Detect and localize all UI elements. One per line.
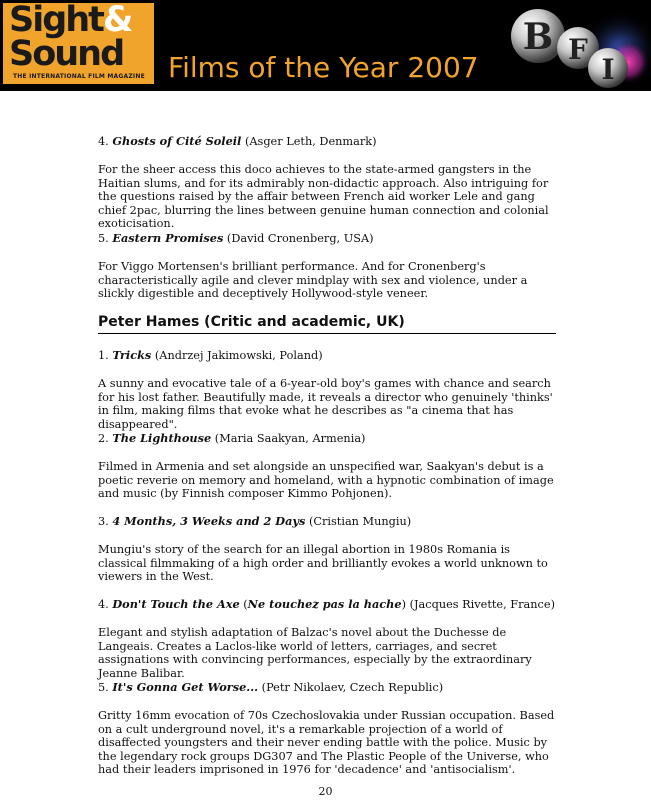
film-title: Eastern Promises: [112, 231, 224, 245]
film-review: Gritty 16mm evocation of 70s Czechoslovakia under Russian occupation. Based on a cult underground novel, it's a remarkable projection of a world of disaffected youngsters and their never ending battle with the police. Music by the legendary rock groups DG307 and The Plastic People of the Universe, who had their leaders imprisoned in 1976 for 'decadence' and 'antisocialism'.: [98, 709, 555, 776]
film-entry-header: 4. Ghosts of Cité Soleil (Asger Leth, Denmark): [98, 134, 377, 148]
film-entry-header: 3. 4 Months, 3 Weeks and 2 Days (Cristian Mungiu): [98, 514, 412, 528]
film-title: Ghosts of Cité Soleil: [112, 134, 242, 148]
film-review: For the sheer access this doco achieves to the state-armed gangsters in the Haitian slums, and for its admirably non-didactic approach. Also intriguing for the questions raised by the affair between French aid worker Lele and gang chief 2pac, blurring the lines between genuine human connection and colonial exoticisation.: [98, 163, 549, 230]
bfi-logo: [500, 0, 651, 91]
film-review: For Viggo Mortensen's brilliant performance. And for Cronenberg's characteristically agile and clever mindplay with sex and violence, under a slickly digestible and deceptively Hollywood-style veneer.: [98, 260, 528, 300]
critic-heading: Peter Hames (Critic and academic, UK): [98, 313, 556, 334]
sight-and-sound-logo: Sight& Sound THE INTERNATIONAL FILM MAGAZINE: [3, 3, 154, 84]
film-entry-header: 1. Tricks (Andrzej Jakimowski, Poland): [98, 348, 323, 362]
film-review: Filmed in Armenia and set alongside an unspecified war, Saakyan's debut is a poetic reverie on memory and homeland, with a hypnotic combination of image and music (by Finnish composer Kimmo Pohjonen).: [98, 460, 554, 500]
film-title: 4 Months, 3 Weeks and 2 Days: [112, 514, 306, 528]
bfi-letter-f: F: [568, 33, 588, 66]
film-review: A sunny and evocative tale of a 6-year-old boy's games with chance and search for his lost father. Beautifully made, it reveals a director who genuinely 'thinks' in film, making films that evoke what he describes as "a cinema that has disappeared".: [98, 377, 553, 431]
film-title: Don't Touch the Axe: [112, 597, 240, 611]
film-title: It's Gonna Get Worse...: [112, 680, 259, 694]
page-number: 20: [318, 785, 333, 798]
film-title: The Lighthouse: [112, 431, 212, 445]
film-entry-header: 5. It's Gonna Get Worse... (Petr Nikolaev, Czech Republic): [98, 680, 444, 694]
film-entry-header: 2. The Lighthouse (Maria Saakyan, Armenia): [98, 431, 366, 445]
film-entry-header: 5. Eastern Promises (David Cronenberg, USA): [98, 231, 374, 245]
film-review: Elegant and stylish adaptation of Balzac's novel about the Duchesse de Langeais. Creates a Laclos-like world of letters, carriages, and secret assignations with convincing performances, especially by the extraordinary Jeanne Balibar.: [98, 626, 532, 680]
film-review: Mungiu's story of the search for an illegal abortion in 1980s Romania is classical filmmaking of a high order and brilliantly evokes a world unknown to viewers in the West.: [98, 543, 548, 583]
bfi-letter-b: B: [522, 16, 554, 58]
film-entry-header: 4. Don't Touch the Axe (Ne touchez pas la hache) (Jacques Rivette, France): [98, 597, 555, 611]
film-alt-title: Ne touchez pas la hache: [247, 597, 402, 611]
banner-title: Films of the Year 2007: [168, 51, 479, 84]
film-title: Tricks: [112, 348, 152, 362]
header-banner: [0, 0, 651, 91]
bfi-letter-i: I: [601, 53, 615, 86]
